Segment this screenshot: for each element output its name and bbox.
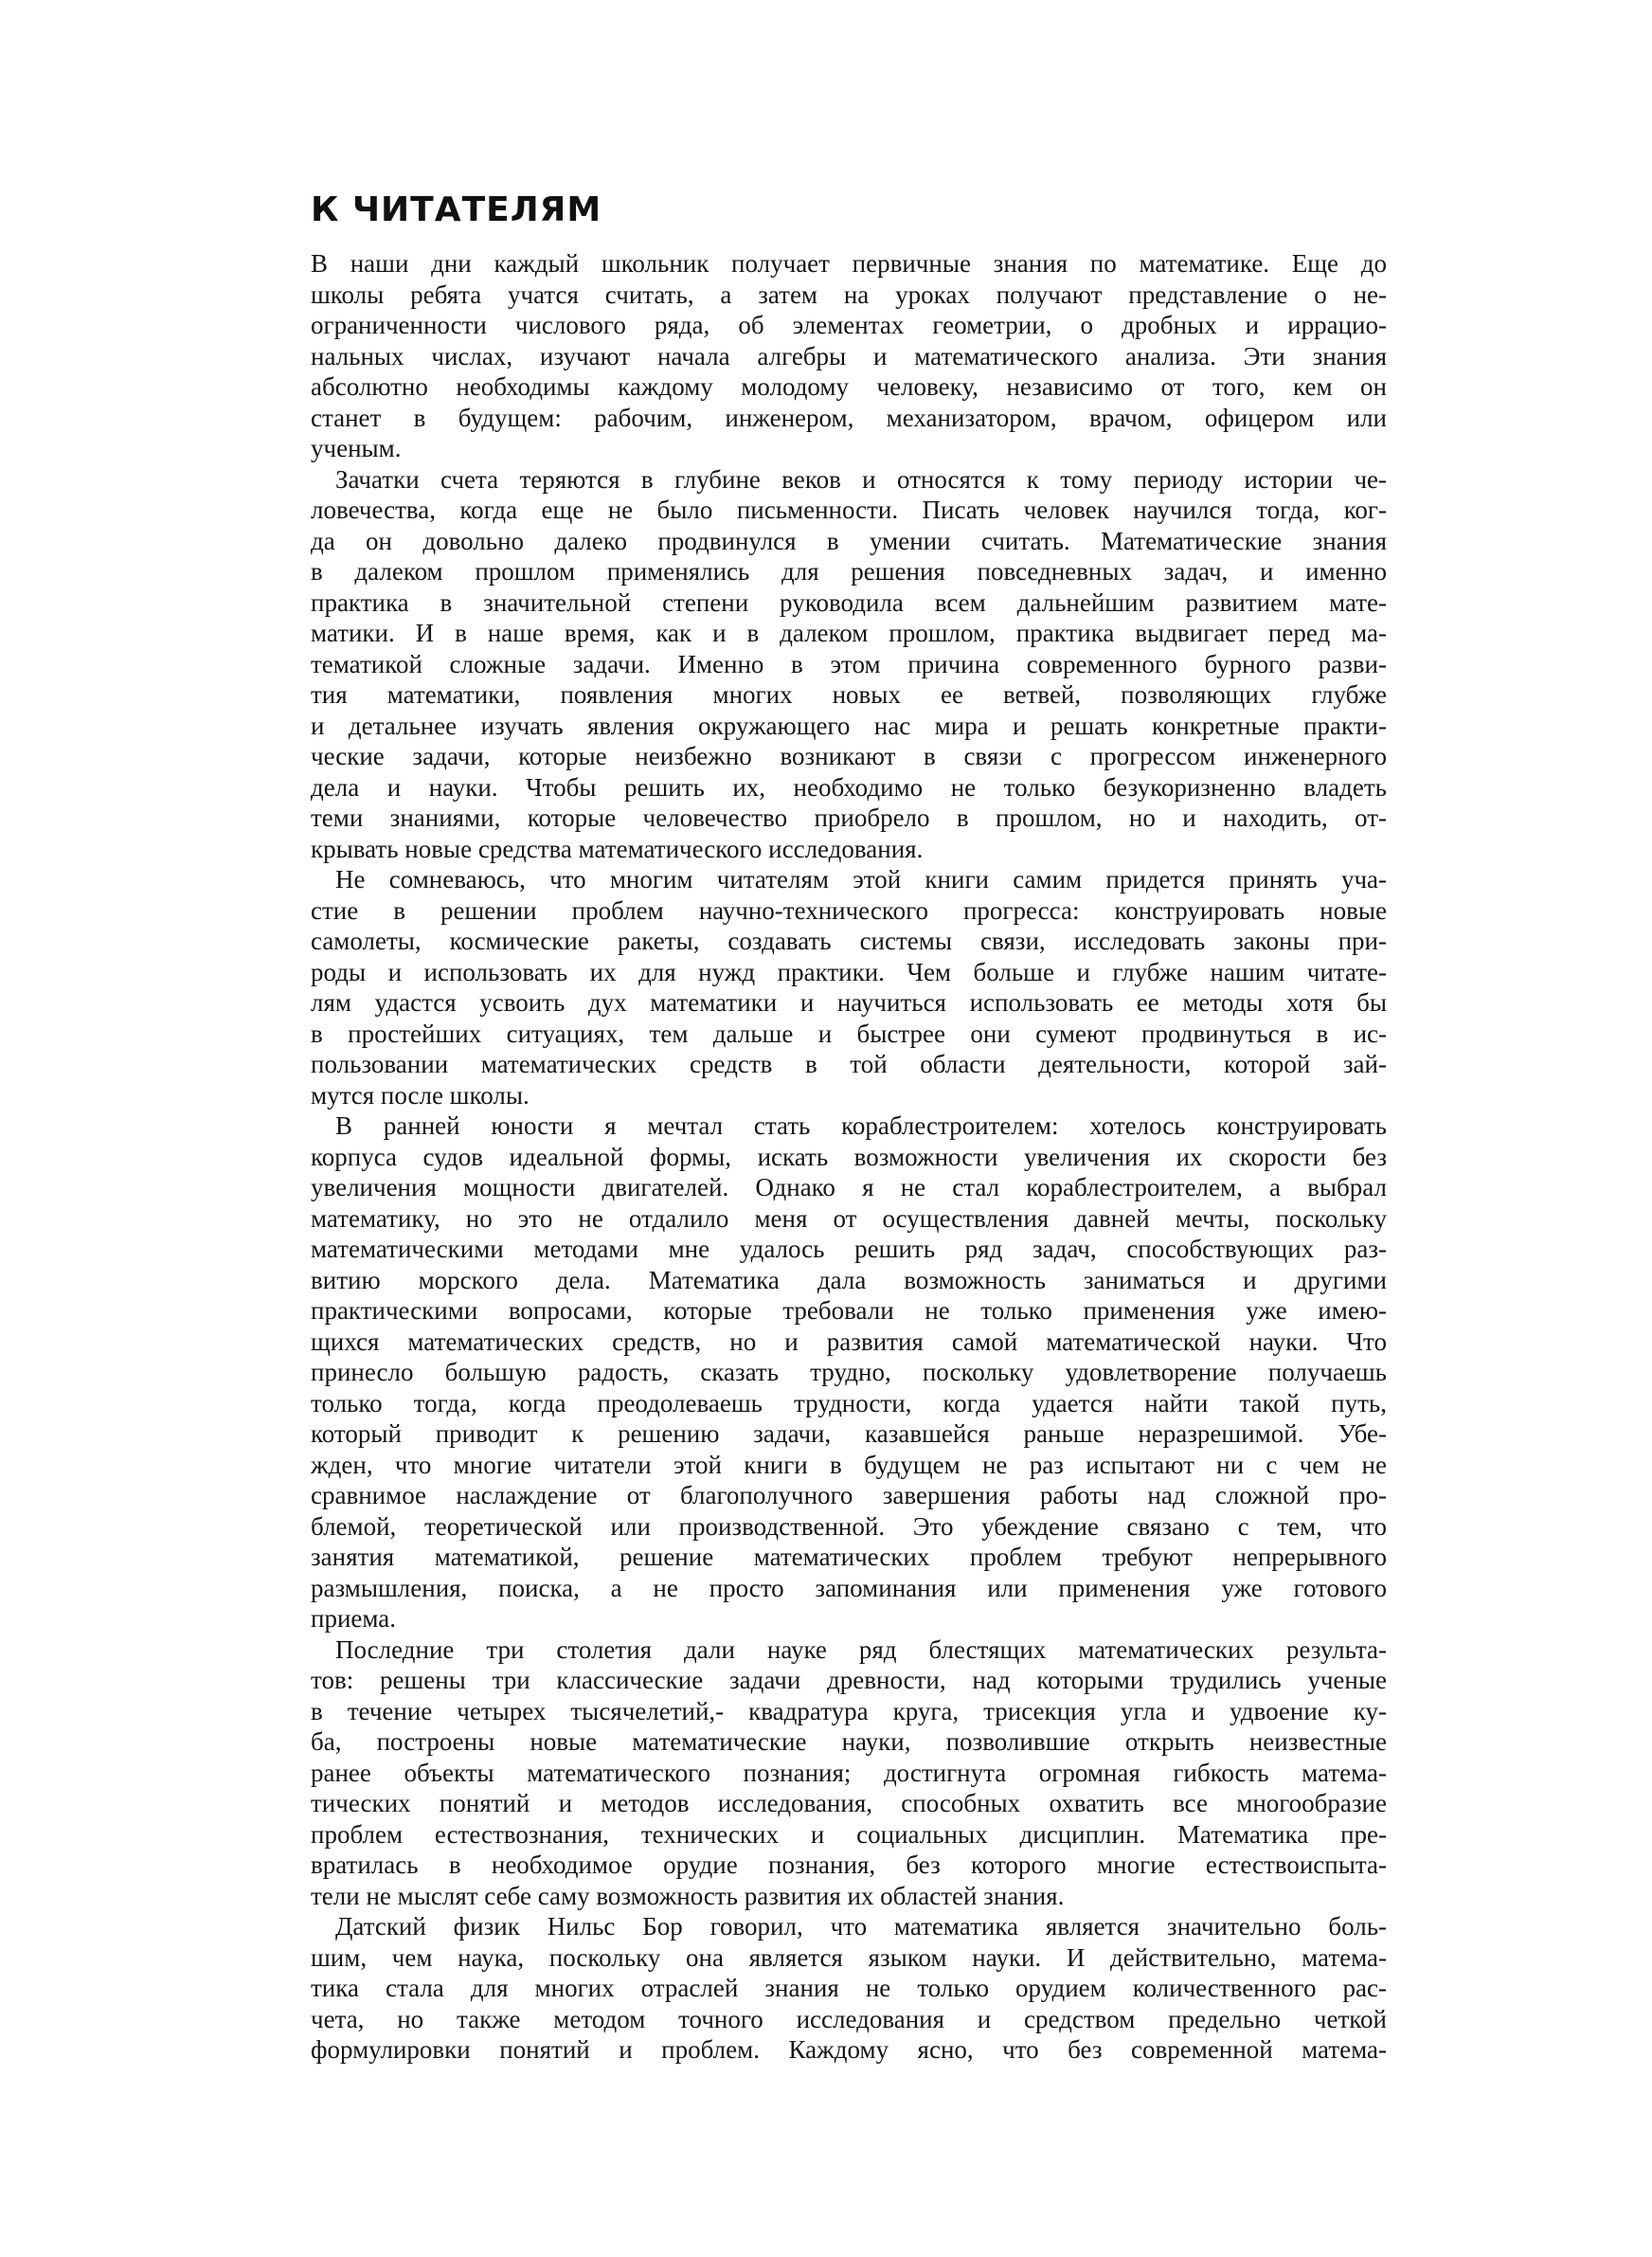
text-line: который приводит к решению задачи, казавшейся раньше неразрешимой. Убе- xyxy=(311,1419,1387,1448)
text-line: да он довольно далеко продвинулся в умении считать. Математические знания xyxy=(311,526,1387,555)
text-line: в далеком прошлом применялись для решения повседневных задач, и именно xyxy=(311,557,1387,586)
text-line: стие в решении проблем научно-технического прогресса: конструировать новые xyxy=(311,895,1387,925)
text-line: тика стала для многих отраслей знания не только орудием количественного рас- xyxy=(311,1974,1387,2002)
text-line: щихся математических средств, но и развития самой математической науки. Что xyxy=(311,1327,1387,1356)
text-line: в простейших ситуациях, тем дальше и быстрее они сумеют продвинуться в ис- xyxy=(311,1019,1387,1048)
paragraph xyxy=(311,464,1387,865)
text-line: только тогда, когда преодолеваешь трудности, когда удается найти такой путь, xyxy=(311,1388,1387,1417)
text-line: школы ребята учатся считать, а затем на уроках получают представление о не- xyxy=(311,280,1387,309)
text-line: В ранней юности я мечтал стать кораблестроителем: хотелось конструировать xyxy=(335,1111,1387,1140)
text-line: принесло большую радость, сказать трудно, поскольку удовлетворение получаешь xyxy=(311,1358,1387,1386)
text-line: и детальнее изучать явления окружающего нас мира и решать конкретные практи- xyxy=(311,711,1387,740)
text-line: проблем естествознания, технических и социальных дисциплин. Математика пре- xyxy=(311,1819,1387,1849)
text-line: нальных числах, изучают начала алгебры и математического анализа. Эти знания xyxy=(311,341,1387,370)
text-line: станет в будущем: рабочим, инженером, механизатором, врачом, офицером или xyxy=(311,403,1387,432)
text-line: В наши дни каждый школьник получает первичные знания по математике. Еще до xyxy=(311,249,1387,278)
paragraph xyxy=(311,864,1387,1110)
text-line: математику, но это не отдалило меня от осуществления давней мечты, поскольку xyxy=(311,1203,1387,1233)
text-line: чета, но также методом точного исследования и средством предельно четкой xyxy=(311,2004,1387,2033)
text-line: тов: решены три классические задачи древности, над которыми трудились ученые xyxy=(311,1666,1387,1694)
text-line: тических понятий и методов исследования, способных охватить все многообразие xyxy=(311,1789,1387,1817)
text-line: тия математики, появления многих новых ее ветвей, позволяющих глубже xyxy=(311,680,1387,709)
text-line: ученым. xyxy=(311,434,402,462)
text-line: математическими методами мне удалось решить ряд задач, способствующих раз- xyxy=(311,1235,1387,1263)
text-line: практика в значительной степени руководила всем дальнейшим развитием мате- xyxy=(311,587,1387,617)
text-line: дела и науки. Чтобы решить их, необходимо не только безукоризненно владеть xyxy=(311,772,1387,802)
text-line: лям удастся усвоить дух математики и научиться использовать ее методы хотя бы xyxy=(311,988,1387,1017)
paragraph xyxy=(311,1634,1387,1912)
text-line: сравнимое наслаждение от благополучного завершения работы над сложной про- xyxy=(311,1481,1387,1509)
text-line: вратилась в необходимое орудие познания, без которого многие естествоиспыта- xyxy=(311,1851,1387,1879)
text-line: приема. xyxy=(311,1604,397,1633)
text-line: ческие задачи, которые неизбежно возникают в связи с прогрессом инженерного xyxy=(311,742,1387,770)
paragraph xyxy=(311,1110,1387,1634)
text-line: абсолютно необходимы каждому молодому человеку, независимо от того, кем он xyxy=(311,372,1387,401)
text-line: корпуса судов идеальной формы, искать возможности увеличения их скорости без xyxy=(311,1142,1387,1171)
text-line: ограниченности числового ряда, об элементах геометрии, о дробных и иррацио- xyxy=(311,311,1387,339)
text-line: в течение четырех тысячелетий,- квадратура круга, трисекция угла и удвоение ку- xyxy=(311,1696,1387,1725)
text-line: Зачатки счета теряются в глубине веков и относятся к тому периоду истории че- xyxy=(335,464,1387,494)
text-line: увеличения мощности двигателей. Однако я не стал кораблестроителем, а выбрал xyxy=(311,1173,1387,1201)
text-line: шим, чем наука, поскольку она является языком науки. И действительно, матема- xyxy=(311,1942,1387,1972)
paragraph xyxy=(311,248,1387,464)
text-line: крывать новые средства математического исследования. xyxy=(311,834,924,863)
text-line: ранее объекты математического познания; достигнута огромная гибкость матема- xyxy=(311,1758,1387,1787)
text-line: занятия математикой, решение математических проблем требуют непрерывного xyxy=(311,1543,1387,1571)
text-line: блемой, теоретической или производственной. Это убеждение связано с тем, что xyxy=(311,1511,1387,1541)
text-line: роды и использовать их для нужд практики. Чем больше и глубже нашим читате- xyxy=(311,957,1387,986)
text-line: практическими вопросами, которые требовали не только применения уже имею- xyxy=(311,1296,1387,1325)
text-line: жден, что многие читатели этой книги в будущем не раз испытают ни с чем не xyxy=(311,1450,1387,1479)
text-line: теми знаниями, которые человечество приобрело в прошлом, но и находить, от- xyxy=(311,803,1387,832)
text-line: ба, построены новые математические науки, позволившие открыть неизвестные xyxy=(311,1727,1387,1756)
text-line: Датский физик Нильс Бор говорил, что математика является значительно боль- xyxy=(335,1912,1387,1941)
text-line: формулировки понятий и проблем. Каждому ясно, что без современной матема- xyxy=(311,2035,1387,2064)
body-text xyxy=(311,248,1387,2066)
text-line: Не сомневаюсь, что многим читателям этой книги самим придется принять уча- xyxy=(335,865,1387,894)
text-line: матики. И в наше время, как и в далеком прошлом, практика выдвигает перед ма- xyxy=(311,619,1387,647)
text-line: витию морского дела. Математика дала возможность заниматься и другими xyxy=(311,1265,1387,1294)
page-title: К ЧИТАТЕЛЯМ xyxy=(311,190,602,229)
text-line: ловечества, когда еще не было письменности. Писать человек научился тогда, ког- xyxy=(311,496,1387,524)
paragraph xyxy=(311,1911,1387,2066)
text-line: тематикой сложные задачи. Именно в этом причина современного бурного разви- xyxy=(311,649,1387,678)
text-line: Последние три столетия дали науке ряд блестящих математических результа- xyxy=(335,1634,1387,1664)
text-line: пользовании математических средств в той области деятельности, которой зай- xyxy=(311,1050,1387,1078)
text-line: тели не мыслят себе саму возможность развития их областей знания. xyxy=(311,1881,1065,1910)
text-line: самолеты, космические ракеты, создавать системы связи, исследовать законы при- xyxy=(311,927,1387,955)
text-line: размышления, поиска, а не просто запоминания или применения уже готового xyxy=(311,1573,1387,1602)
text-line: мутся после школы. xyxy=(311,1080,530,1110)
